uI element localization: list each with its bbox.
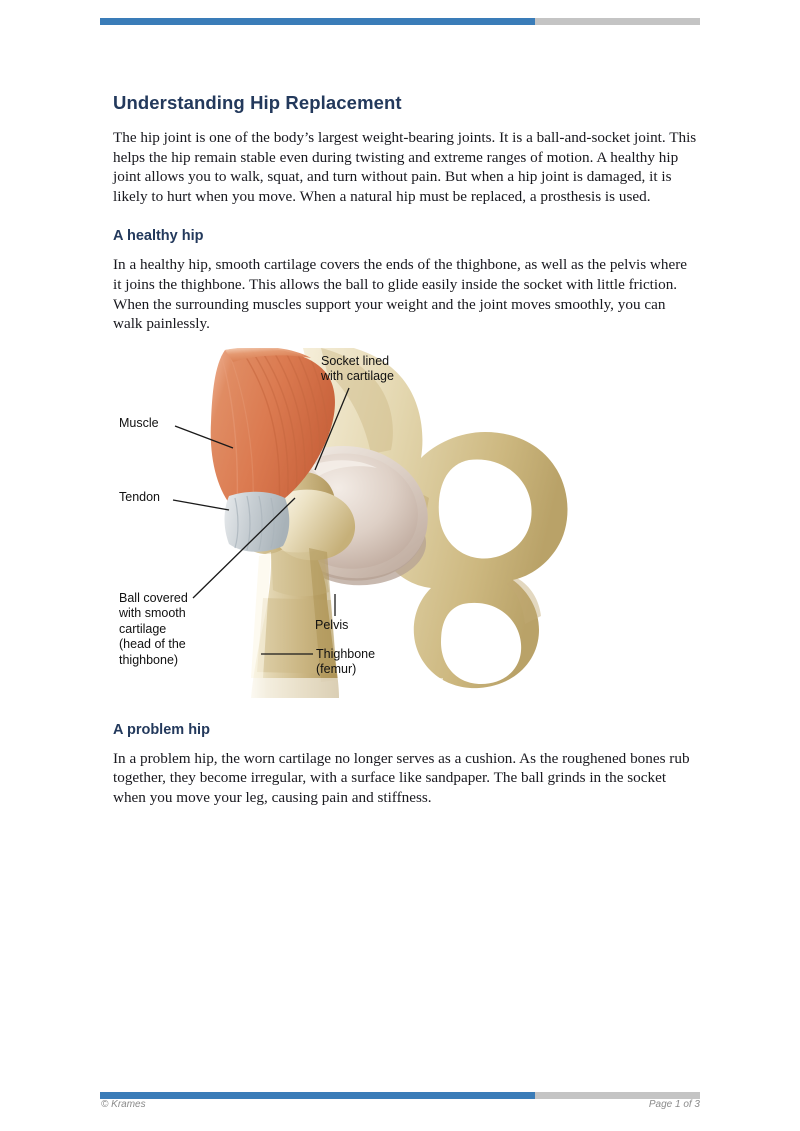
figure-label-ball-line1: Ball covered	[119, 590, 188, 605]
figure-label-thighbone-line1: Thighbone	[316, 646, 376, 661]
hip-anatomy-illustration	[113, 348, 698, 700]
footer-accent-rule	[100, 1092, 700, 1099]
figure-label-ball	[119, 591, 188, 669]
document-body	[113, 92, 698, 808]
footer-copyright: © Krames	[101, 1099, 146, 1110]
footer-page-number: Page 1 of 3	[648, 1099, 700, 1110]
section-heading-healthy-hip: A healthy hip	[113, 228, 204, 245]
figure-label-socket-line2: with cartilage	[321, 369, 394, 384]
figure-label-ball-line4: (head of the	[119, 637, 186, 652]
figure-bottom-fade	[113, 678, 443, 700]
intro-paragraph: The hip joint is one of the body’s largest weight-bearing joints. It is a ball-and-socket joint. This helps the hip remain stable even during twisting and extreme ranges of motion. A healthy hip joint allows you to walk, squat, and turn without pain. But when a hip joint is damaged, it is likely to hurt when you move. When a natural hip must be replaced, a prosthesis is used.	[113, 129, 697, 205]
figure-label-pelvis	[315, 618, 348, 634]
figure-label-thighbone-line2: (femur)	[316, 662, 357, 677]
header-accent-rule	[100, 18, 700, 25]
footer-rule-blue-segment	[100, 1092, 535, 1099]
footer-rule-gray-segment	[535, 1092, 700, 1099]
header-rule-blue-segment	[100, 18, 535, 25]
figure-label-socket	[321, 354, 394, 385]
figure-label-muscle-line1: Muscle	[119, 415, 159, 430]
hip-anatomy-figure	[113, 348, 698, 700]
tendon	[225, 491, 290, 551]
header-rule-gray-segment	[535, 18, 700, 25]
tendon-shape	[225, 491, 290, 551]
leader-line-tendon	[173, 500, 229, 510]
figure-label-thighbone	[316, 647, 375, 678]
figure-label-tendon-line1: Tendon	[119, 489, 161, 504]
section-body-problem-hip: In a problem hip, the worn cartilage no longer serves as a cushion. As the roughened bones rub together, they become irregular, with a surface like sandpaper. The ball grinds in the socket when you move your leg, causing pain and stiffness.	[113, 749, 690, 806]
figure-label-tendon	[119, 490, 160, 504]
figure-label-ball-line5: thighbone)	[119, 652, 179, 667]
section-heading-problem-hip: A problem hip	[113, 721, 210, 738]
page-title: Understanding Hip Replacement	[113, 92, 402, 113]
figure-label-ball-line2: with smooth	[119, 606, 186, 621]
figure-label-ball-line3: cartilage	[119, 621, 167, 636]
figure-label-muscle	[119, 416, 159, 430]
section-body-healthy-hip: In a healthy hip, smooth cartilage covers the ends of the thighbone, as well as the pelvis where it joins the thighbone. This allows the ball to glide easily inside the socket with little friction. When the surrounding muscles support your weight and the joint moves smoothly, you can walk painlessly.	[113, 256, 688, 333]
figure-label-socket-line1: Socket lined	[321, 353, 390, 368]
figure-label-pelvis-line1: Pelvis	[315, 617, 349, 632]
